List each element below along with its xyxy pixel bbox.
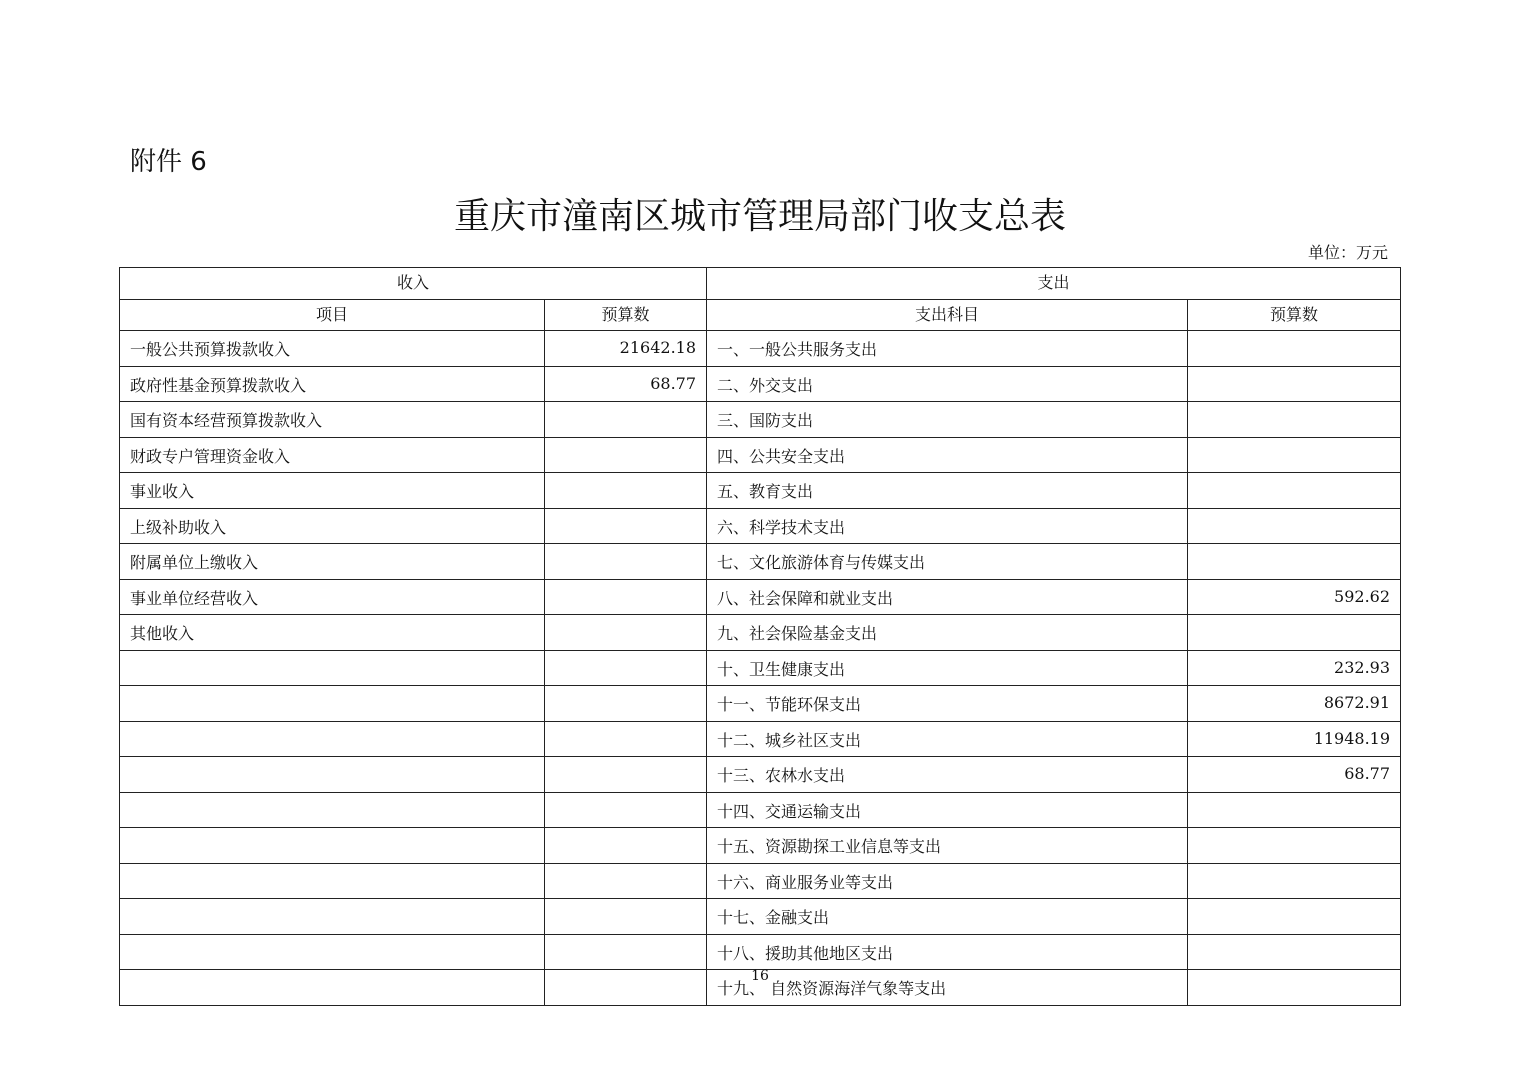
income-budget-cell [545,721,707,757]
table-row [120,828,1401,864]
expense-budget-cell [1188,934,1401,970]
expense-budget-cell [1188,615,1401,651]
expense-item-cell: 五、教育支出 [707,473,1188,509]
header-expense: 支出 [707,268,1401,300]
expense-budget-cell [1188,828,1401,864]
income-budget-cell [545,828,707,864]
income-item-cell [120,863,545,899]
expense-item-cell: 十六、商业服务业等支出 [707,863,1188,899]
table-row [120,508,1401,544]
income-item-cell: 上级补助收入 [120,508,545,544]
unit-label: 单位：万元 [1307,243,1388,262]
expense-budget-cell: 232.93 [1188,650,1401,686]
income-item-cell [120,757,545,793]
header-row-group [120,268,1401,300]
expense-budget-cell [1188,899,1401,935]
table-row [120,792,1401,828]
income-item-cell [120,686,545,722]
expense-budget-cell [1188,437,1401,473]
expense-item-cell: 三、国防支出 [707,402,1188,438]
income-budget-cell [545,650,707,686]
table-row [120,544,1401,580]
income-budget-cell: 21642.18 [545,331,707,367]
income-budget-cell [545,792,707,828]
expense-budget-cell: 68.77 [1188,757,1401,793]
income-budget-cell [545,686,707,722]
table-row [120,757,1401,793]
page-number: 16 [751,968,769,984]
income-budget-cell [545,508,707,544]
income-budget-cell [545,437,707,473]
income-item-cell: 一般公共预算拨款收入 [120,331,545,367]
income-item-cell: 事业单位经营收入 [120,579,545,615]
income-item-cell [120,721,545,757]
table-row [120,686,1401,722]
header-income-item: 项目 [120,299,545,331]
table-row [120,331,1401,367]
expense-item-cell: 四、公共安全支出 [707,437,1188,473]
income-item-cell [120,792,545,828]
income-item-cell [120,650,545,686]
income-budget-cell [545,899,707,935]
expense-item-cell: 十七、金融支出 [707,899,1188,935]
expense-budget-cell: 11948.19 [1188,721,1401,757]
document-title: 重庆市潼南区城市管理局部门收支总表 [453,196,1066,237]
table-row [120,402,1401,438]
expense-budget-cell [1188,331,1401,367]
table-row [120,615,1401,651]
expense-item-cell: 八、社会保障和就业支出 [707,579,1188,615]
expense-budget-cell [1188,863,1401,899]
budget-table [119,267,1401,1006]
expense-item-cell: 七、文化旅游体育与传媒支出 [707,544,1188,580]
expense-item-cell: 十三、农林水支出 [707,757,1188,793]
income-budget-cell [545,544,707,580]
income-budget-cell [545,579,707,615]
annex-label: 附件 6 [130,147,207,177]
income-item-cell: 财政专户管理资金收入 [120,437,545,473]
table-row [120,650,1401,686]
expense-budget-cell [1188,402,1401,438]
income-item-cell [120,934,545,970]
income-item-cell: 事业收入 [120,473,545,509]
expense-budget-cell: 592.62 [1188,579,1401,615]
table-row [120,473,1401,509]
income-budget-cell [545,473,707,509]
header-income: 收入 [120,268,707,300]
table-row [120,721,1401,757]
expense-budget-cell [1188,473,1401,509]
income-budget-cell: 68.77 [545,366,707,402]
table-row [120,863,1401,899]
income-item-cell [120,899,545,935]
expense-item-cell: 六、科学技术支出 [707,508,1188,544]
expense-item-cell: 十五、资源勘探工业信息等支出 [707,828,1188,864]
table-row [120,934,1401,970]
table-row [120,366,1401,402]
income-item-cell [120,828,545,864]
income-budget-cell [545,757,707,793]
table-row [120,579,1401,615]
expense-budget-cell: 8672.91 [1188,686,1401,722]
expense-budget-cell [1188,544,1401,580]
income-budget-cell [545,934,707,970]
table-row [120,899,1401,935]
expense-item-cell: 十一、节能环保支出 [707,686,1188,722]
expense-item-cell: 九、社会保险基金支出 [707,615,1188,651]
header-expense-budget: 预算数 [1188,299,1401,331]
income-budget-cell [545,615,707,651]
expense-item-cell: 一、一般公共服务支出 [707,331,1188,367]
expense-item-cell: 二、外交支出 [707,366,1188,402]
income-budget-cell [545,863,707,899]
expense-item-cell: 十、卫生健康支出 [707,650,1188,686]
expense-item-cell: 十四、交通运输支出 [707,792,1188,828]
expense-budget-cell [1188,366,1401,402]
expense-budget-cell [1188,508,1401,544]
table-row [120,437,1401,473]
income-item-cell: 政府性基金预算拨款收入 [120,366,545,402]
income-budget-cell [545,402,707,438]
expense-budget-cell [1188,792,1401,828]
income-item-cell: 国有资本经营预算拨款收入 [120,402,545,438]
expense-item-cell: 十九、 自然资源海洋气象等支出 [707,970,1188,1006]
header-income-budget: 预算数 [545,299,707,331]
income-item-cell: 其他收入 [120,615,545,651]
income-item-cell: 附属单位上缴收入 [120,544,545,580]
header-expense-item: 支出科目 [707,299,1188,331]
header-row-columns [120,299,1401,331]
expense-item-cell: 十八、援助其他地区支出 [707,934,1188,970]
expense-item-cell: 十二、城乡社区支出 [707,721,1188,757]
